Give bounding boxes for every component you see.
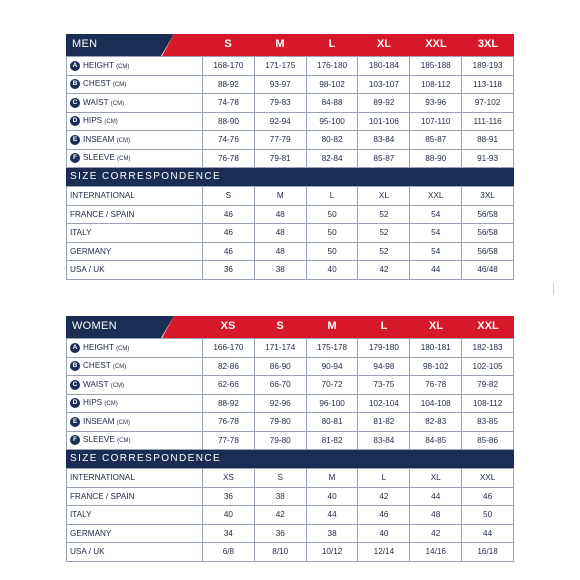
measurement-row: [67, 149, 514, 168]
men-size-header: L: [328, 38, 336, 50]
measurement-badge-icon: A: [70, 343, 80, 353]
value-cell: 8/10: [254, 543, 306, 562]
men-header-bar: [66, 34, 514, 56]
value-cell: 76-78: [410, 376, 462, 395]
women-size-chart: [66, 316, 514, 562]
value-cell: 84-88: [306, 94, 358, 113]
value-cell: 48: [254, 224, 306, 243]
value-cell: 171-174: [254, 339, 306, 358]
women-header-bar: [66, 316, 514, 338]
measurement-unit: (CM): [112, 82, 127, 89]
row-label-cell: INTERNATIONAL: [67, 469, 203, 488]
value-cell: 166-170: [203, 339, 255, 358]
value-cell: 88-90: [410, 149, 462, 168]
measurement-row: [67, 339, 514, 358]
measurement-label: CHEST: [83, 79, 111, 89]
value-cell: 88-92: [203, 394, 255, 413]
value-cell: 83-85: [462, 413, 514, 432]
value-cell: 14/16: [410, 543, 462, 562]
row-label-cell: ITALY: [67, 224, 203, 243]
value-cell: 93-97: [254, 75, 306, 94]
value-cell: M: [254, 187, 306, 206]
value-cell: 50: [462, 506, 514, 525]
row-label-cell: GERMANY: [67, 242, 203, 261]
correspondence-row: [67, 543, 514, 562]
correspondence-row: [67, 187, 514, 206]
value-cell: 171-175: [254, 57, 306, 76]
value-cell: 81-82: [306, 431, 358, 450]
value-cell: 74-78: [203, 94, 255, 113]
men-size-header: XL: [376, 38, 392, 50]
measurement-row: [67, 57, 514, 76]
value-cell: 52: [358, 224, 410, 243]
value-cell: 82-84: [306, 149, 358, 168]
value-cell: 56/58: [462, 224, 514, 243]
value-cell: 179-180: [358, 339, 410, 358]
value-cell: 36: [254, 524, 306, 543]
value-cell: 85-86: [462, 431, 514, 450]
men-title: MEN: [72, 38, 98, 50]
measurement-badge-icon: C: [70, 98, 80, 108]
women-size-header: XL: [428, 320, 444, 332]
measurement-row: [67, 131, 514, 150]
value-cell: 98-102: [410, 357, 462, 376]
value-cell: 83-84: [358, 431, 410, 450]
value-cell: 91-93: [462, 149, 514, 168]
correspondence-row: [67, 205, 514, 224]
value-cell: 88-91: [462, 131, 514, 150]
value-cell: 48: [254, 242, 306, 261]
value-cell: 38: [306, 524, 358, 543]
value-cell: 70-72: [306, 376, 358, 395]
correspondence-row: [67, 469, 514, 488]
value-cell: 182-183: [462, 339, 514, 358]
row-label-cell: [67, 131, 203, 150]
value-cell: 40: [358, 524, 410, 543]
measurement-label: HIPS: [83, 398, 103, 408]
measurement-row: [67, 112, 514, 131]
correspondence-row: [67, 242, 514, 261]
measurement-badge-icon: A: [70, 61, 80, 71]
value-cell: 36: [203, 261, 255, 280]
value-cell: 83-84: [358, 131, 410, 150]
value-cell: 80-81: [306, 413, 358, 432]
women-measurements-table: [66, 338, 514, 450]
row-label-cell: [67, 57, 203, 76]
value-cell: 40: [306, 487, 358, 506]
value-cell: 52: [358, 242, 410, 261]
row-label-cell: [67, 357, 203, 376]
measurement-label: HIPS: [83, 116, 103, 126]
value-cell: 79-80: [254, 413, 306, 432]
row-label-cell: [67, 413, 203, 432]
value-cell: 97-102: [462, 94, 514, 113]
value-cell: 168-170: [203, 57, 255, 76]
men-size-chart: [66, 34, 514, 280]
value-cell: 76-78: [203, 149, 255, 168]
value-cell: 84-85: [410, 431, 462, 450]
value-cell: 42: [254, 506, 306, 525]
value-cell: 102-104: [358, 394, 410, 413]
row-label-cell: [67, 339, 203, 358]
row-label-cell: [67, 376, 203, 395]
value-cell: 92-96: [254, 394, 306, 413]
value-cell: 38: [254, 487, 306, 506]
row-label-cell: [67, 149, 203, 168]
row-label-cell: FRANCE / SPAIN: [67, 205, 203, 224]
value-cell: 74-76: [203, 131, 255, 150]
women-size-header: S: [276, 320, 284, 332]
correspondence-row: [67, 506, 514, 525]
measurement-row: [67, 94, 514, 113]
value-cell: 94-98: [358, 357, 410, 376]
value-cell: 50: [306, 205, 358, 224]
value-cell: 82-83: [410, 413, 462, 432]
value-cell: 90-94: [306, 357, 358, 376]
value-cell: 12/14: [358, 543, 410, 562]
value-cell: 6/8: [203, 543, 255, 562]
measurement-label: HEIGHT: [83, 60, 114, 70]
row-label-cell: FRANCE / SPAIN: [67, 487, 203, 506]
value-cell: 44: [306, 506, 358, 525]
value-cell: 54: [410, 242, 462, 261]
row-label-cell: [67, 75, 203, 94]
measurement-label: INSEAM: [83, 134, 115, 144]
measurement-unit: (CM): [110, 382, 125, 389]
correspondence-row: [67, 261, 514, 280]
value-cell: 108-112: [410, 75, 462, 94]
measurement-badge-icon: E: [70, 135, 80, 145]
row-label-cell: [67, 394, 203, 413]
value-cell: 80-82: [306, 131, 358, 150]
value-cell: 180-184: [358, 57, 410, 76]
value-cell: L: [306, 187, 358, 206]
men-size-header: XXL: [425, 38, 447, 50]
measurement-unit: (CM): [104, 401, 118, 408]
value-cell: 46: [203, 242, 255, 261]
value-cell: XL: [358, 187, 410, 206]
divider-tick: [553, 283, 554, 295]
value-cell: XL: [410, 469, 462, 488]
value-cell: 10/12: [306, 543, 358, 562]
women-size-header: M: [327, 320, 337, 332]
value-cell: 42: [410, 524, 462, 543]
value-cell: 185-188: [410, 57, 462, 76]
value-cell: 44: [462, 524, 514, 543]
value-cell: 96-100: [306, 394, 358, 413]
measurement-unit: (CM): [104, 119, 118, 126]
value-cell: 101-106: [358, 112, 410, 131]
correspondence-row: [67, 524, 514, 543]
measurement-label: INSEAM: [83, 416, 115, 426]
row-label-cell: USA / UK: [67, 261, 203, 280]
value-cell: 46: [358, 506, 410, 525]
women-correspondence-table: [66, 468, 514, 562]
value-cell: 66-70: [254, 376, 306, 395]
value-cell: 95-100: [306, 112, 358, 131]
value-cell: 88-90: [203, 112, 255, 131]
value-cell: 36: [203, 487, 255, 506]
value-cell: 81-82: [358, 413, 410, 432]
measurement-label: SLEEVE: [83, 153, 115, 163]
measurement-unit: (CM): [116, 137, 131, 144]
value-cell: S: [254, 469, 306, 488]
value-cell: 107-110: [410, 112, 462, 131]
row-label-cell: [67, 94, 203, 113]
measurement-row: [67, 431, 514, 450]
measurement-label: WAIST: [83, 97, 109, 107]
value-cell: 102-105: [462, 357, 514, 376]
value-cell: 180-181: [410, 339, 462, 358]
men-size-header: M: [275, 38, 285, 50]
value-cell: M: [306, 469, 358, 488]
value-cell: 189-193: [462, 57, 514, 76]
value-cell: 89-92: [358, 94, 410, 113]
value-cell: 46: [203, 224, 255, 243]
women-size-header: L: [380, 320, 388, 332]
men-size-header: S: [224, 38, 232, 50]
value-cell: 38: [254, 261, 306, 280]
value-cell: 44: [410, 487, 462, 506]
value-cell: 3XL: [462, 187, 514, 206]
measurement-label: HEIGHT: [83, 342, 114, 352]
value-cell: 46/48: [462, 261, 514, 280]
men-measurements-table: [66, 56, 514, 168]
value-cell: 104-108: [410, 394, 462, 413]
value-cell: 113-118: [462, 75, 514, 94]
row-label-cell: ITALY: [67, 506, 203, 525]
measurement-unit: (CM): [116, 419, 131, 426]
row-label-cell: GERMANY: [67, 524, 203, 543]
row-label-cell: [67, 112, 203, 131]
value-cell: L: [358, 469, 410, 488]
value-cell: 79-82: [462, 376, 514, 395]
value-cell: 44: [410, 261, 462, 280]
value-cell: 175-178: [306, 339, 358, 358]
value-cell: 92-94: [254, 112, 306, 131]
value-cell: 40: [306, 261, 358, 280]
value-cell: 48: [410, 506, 462, 525]
measurement-badge-icon: D: [70, 116, 80, 126]
value-cell: 40: [203, 506, 255, 525]
value-cell: 76-78: [203, 413, 255, 432]
value-cell: 108-112: [462, 394, 514, 413]
women-size-header: XS: [220, 320, 236, 332]
value-cell: 176-180: [306, 57, 358, 76]
value-cell: 88-92: [203, 75, 255, 94]
measurement-badge-icon: B: [70, 79, 80, 89]
value-cell: XXL: [462, 469, 514, 488]
value-cell: 62-66: [203, 376, 255, 395]
measurement-row: [67, 394, 514, 413]
value-cell: 85-87: [358, 149, 410, 168]
measurement-badge-icon: F: [70, 153, 80, 163]
measurement-unit: (CM): [117, 156, 131, 163]
value-cell: 46: [462, 487, 514, 506]
value-cell: 79-80: [254, 431, 306, 450]
value-cell: XS: [203, 469, 255, 488]
value-cell: 56/58: [462, 242, 514, 261]
measurement-unit: (CM): [112, 364, 127, 371]
value-cell: 56/58: [462, 205, 514, 224]
women-title: WOMEN: [72, 320, 117, 332]
row-label-cell: USA / UK: [67, 543, 203, 562]
value-cell: 82-86: [203, 357, 255, 376]
value-cell: 73-75: [358, 376, 410, 395]
value-cell: 16/18: [462, 543, 514, 562]
measurement-unit: (CM): [117, 438, 131, 445]
value-cell: 79-83: [254, 94, 306, 113]
measurement-unit: (CM): [110, 100, 125, 107]
value-cell: S: [203, 187, 255, 206]
value-cell: 77-78: [203, 431, 255, 450]
value-cell: 50: [306, 224, 358, 243]
value-cell: 103-107: [358, 75, 410, 94]
value-cell: 42: [358, 261, 410, 280]
measurement-unit: (CM): [116, 63, 130, 70]
value-cell: 54: [410, 224, 462, 243]
value-cell: 86-90: [254, 357, 306, 376]
measurement-row: [67, 357, 514, 376]
value-cell: 54: [410, 205, 462, 224]
measurement-row: [67, 413, 514, 432]
correspondence-row: [67, 224, 514, 243]
measurement-label: SLEEVE: [83, 435, 115, 445]
measurement-badge-icon: C: [70, 380, 80, 390]
value-cell: 98-102: [306, 75, 358, 94]
value-cell: 52: [358, 205, 410, 224]
measurement-badge-icon: D: [70, 398, 80, 408]
value-cell: 79-81: [254, 149, 306, 168]
value-cell: 42: [358, 487, 410, 506]
value-cell: 48: [254, 205, 306, 224]
measurement-row: [67, 75, 514, 94]
men-correspondence-title: SIZE CORRESPONDENCE: [66, 168, 514, 186]
value-cell: 111-116: [462, 112, 514, 131]
value-cell: 46: [203, 205, 255, 224]
row-label-cell: [67, 431, 203, 450]
measurement-badge-icon: F: [70, 435, 80, 445]
value-cell: XXL: [410, 187, 462, 206]
value-cell: 93-96: [410, 94, 462, 113]
row-label-cell: INTERNATIONAL: [67, 187, 203, 206]
value-cell: 34: [203, 524, 255, 543]
women-correspondence-title: SIZE CORRESPONDENCE: [66, 450, 514, 468]
measurement-badge-icon: E: [70, 417, 80, 427]
value-cell: 77-79: [254, 131, 306, 150]
women-size-header: XXL: [477, 320, 499, 332]
correspondence-row: [67, 487, 514, 506]
men-size-header: 3XL: [477, 38, 499, 50]
measurement-unit: (CM): [116, 345, 130, 352]
value-cell: 85-87: [410, 131, 462, 150]
measurement-row: [67, 376, 514, 395]
value-cell: 50: [306, 242, 358, 261]
men-correspondence-table: [66, 186, 514, 280]
measurement-badge-icon: B: [70, 361, 80, 371]
measurement-label: WAIST: [83, 379, 109, 389]
measurement-label: CHEST: [83, 361, 111, 371]
